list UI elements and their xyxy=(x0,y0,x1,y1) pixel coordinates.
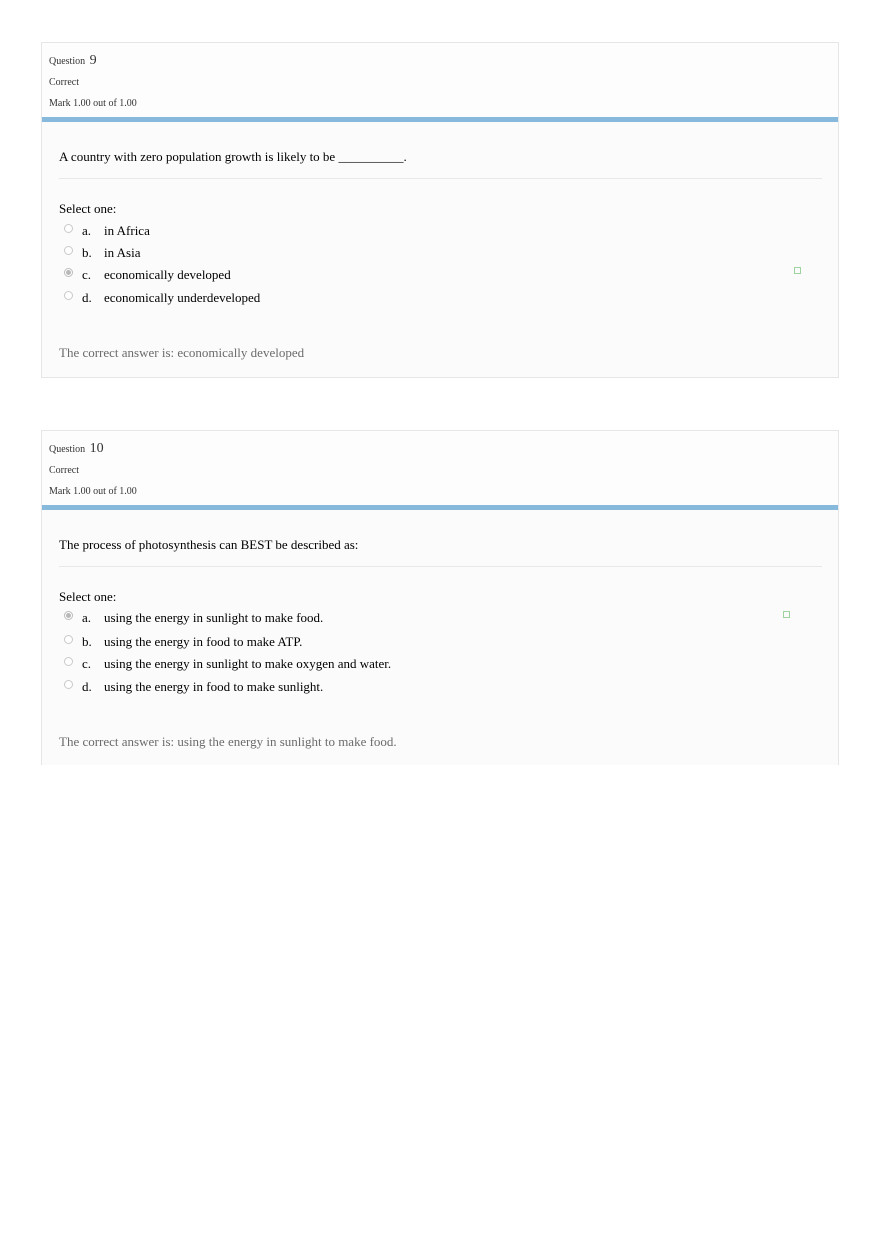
select-prompt: Select one: xyxy=(59,201,117,216)
question-state: Correct xyxy=(49,465,79,476)
question-grade: Mark 1.00 out of 1.00 xyxy=(49,98,137,109)
option-letter: d. xyxy=(82,679,92,694)
question-number xyxy=(49,53,97,69)
option-letter: d. xyxy=(82,290,92,305)
option-text: economically developed xyxy=(104,267,231,282)
answer-option-c[interactable] xyxy=(64,267,231,283)
question-state: Correct xyxy=(49,77,79,88)
option-text: in Asia xyxy=(104,245,141,260)
option-letter: a. xyxy=(82,610,92,625)
question-info xyxy=(42,43,838,117)
divider xyxy=(59,566,822,567)
divider xyxy=(59,178,822,179)
radio-button[interactable] xyxy=(64,224,73,233)
correct-answer-feedback: The correct answer is: economically developed xyxy=(59,345,305,360)
option-text: using the energy in food to make sunlight. xyxy=(104,679,324,694)
question-card-9 xyxy=(41,42,839,378)
answer-option-c[interactable] xyxy=(64,656,391,672)
question-formulation xyxy=(42,510,838,765)
option-letter: b. xyxy=(82,634,92,649)
option-text: in Africa xyxy=(104,223,150,238)
question-label: Question xyxy=(49,56,86,67)
question-number xyxy=(49,441,104,457)
radio-button-selected[interactable] xyxy=(64,611,73,620)
question-card-10 xyxy=(41,430,839,765)
option-text: using the energy in sunlight to make oxygen and water. xyxy=(104,656,392,671)
correct-answer-feedback: The correct answer is: using the energy in sunlight to make food. xyxy=(59,734,397,749)
question-number-value: 9 xyxy=(89,53,97,68)
answer-option-b[interactable] xyxy=(64,245,140,261)
check-icon xyxy=(783,611,790,618)
question-text: The process of photosynthesis can BEST be described as: xyxy=(59,537,359,552)
check-icon xyxy=(794,267,801,274)
question-info xyxy=(42,431,838,505)
radio-button[interactable] xyxy=(64,246,73,255)
radio-button[interactable] xyxy=(64,680,73,689)
radio-button-selected[interactable] xyxy=(64,268,73,277)
answer-option-a[interactable] xyxy=(64,223,150,239)
option-letter: b. xyxy=(82,245,92,260)
answer-option-d[interactable] xyxy=(64,679,323,695)
option-letter: a. xyxy=(82,223,92,238)
answer-option-b[interactable] xyxy=(64,634,302,650)
radio-button[interactable] xyxy=(64,635,73,644)
radio-button[interactable] xyxy=(64,291,73,300)
option-text: economically underdeveloped xyxy=(104,290,261,305)
question-number-value: 10 xyxy=(89,441,104,456)
question-formulation xyxy=(42,122,838,377)
option-letter: c. xyxy=(82,267,92,282)
option-text: using the energy in sunlight to make food. xyxy=(104,610,324,625)
option-letter: c. xyxy=(82,656,92,671)
answer-option-a[interactable] xyxy=(64,610,323,626)
select-prompt: Select one: xyxy=(59,589,117,604)
question-grade: Mark 1.00 out of 1.00 xyxy=(49,486,137,497)
option-text: using the energy in food to make ATP. xyxy=(104,634,303,649)
answer-option-d[interactable] xyxy=(64,290,260,306)
question-label: Question xyxy=(49,444,86,455)
radio-button[interactable] xyxy=(64,657,73,666)
question-text: A country with zero population growth is likely to be __________. xyxy=(59,149,407,164)
